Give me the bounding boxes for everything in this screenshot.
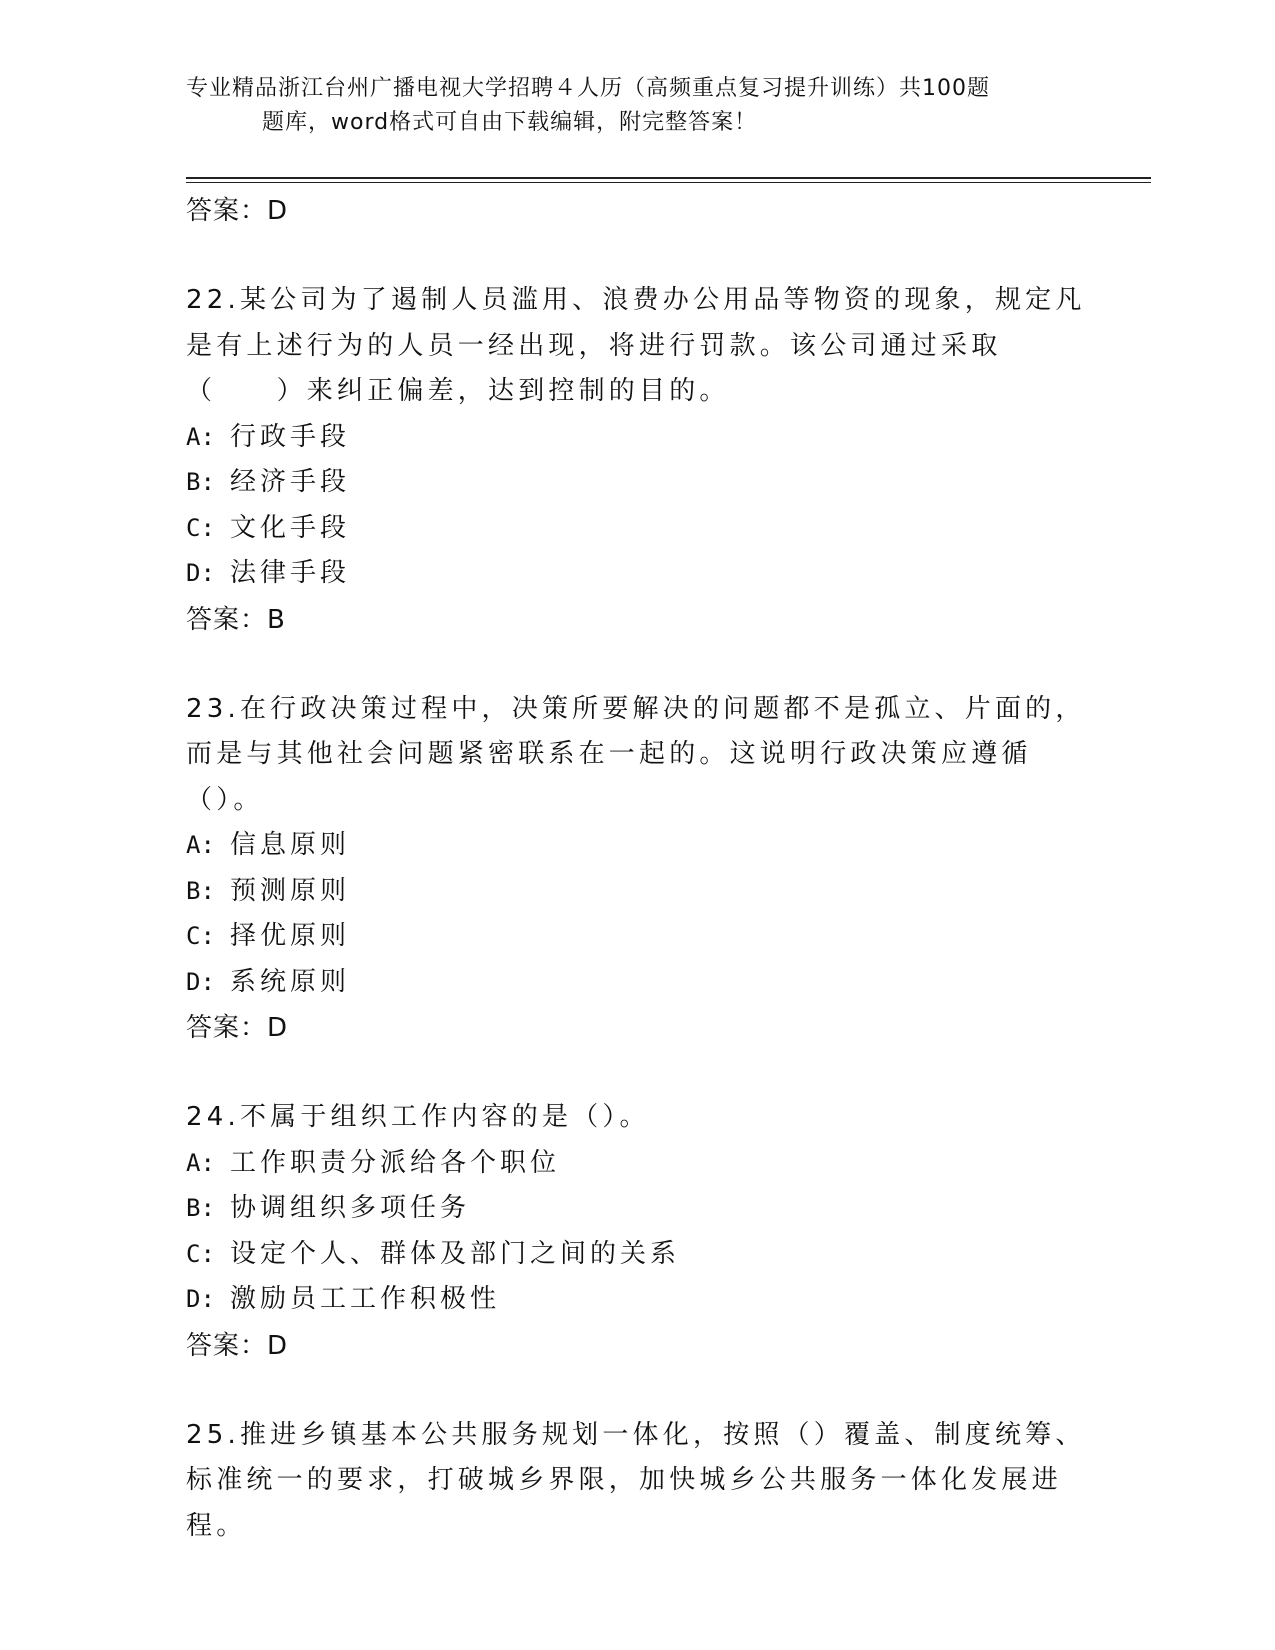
option-text: 设定个人、群体及部门之间的关系 — [230, 1238, 681, 1269]
question-text: 24.不属于组织工作内容的是（）。 — [186, 1102, 650, 1132]
option-text: 信息原则 — [230, 830, 351, 860]
option-label: C: — [186, 513, 215, 542]
option-label: A: — [186, 422, 215, 451]
option-d — [186, 551, 1086, 597]
option-text: 激励员工工作积极性 — [230, 1284, 501, 1314]
header-divider-thick — [186, 177, 1151, 179]
answer-line: 答案：B — [186, 604, 286, 635]
option-label: A: — [186, 831, 215, 859]
question-block — [186, 1095, 1086, 1369]
option-a — [186, 415, 1086, 461]
option-text: 行政手段 — [230, 421, 351, 452]
option-b — [186, 869, 1086, 915]
option-c — [186, 914, 1086, 960]
spacer — [186, 1369, 1086, 1413]
option-a — [186, 1141, 1086, 1187]
option-label: C: — [186, 922, 215, 950]
answer-line: 答案：D — [186, 1330, 289, 1361]
option-text: 经济手段 — [230, 467, 351, 497]
answer-line: 答案：D — [186, 1013, 289, 1043]
question-text: 22.某公司为了遏制人员滥用、浪费办公用品等物资的现象，规定凡是有上述行为的人员一经出现，将进行罚款。该公司通过采取（ ）来纠正偏差，达到控制的目的。 — [186, 285, 1086, 406]
option-text: 工作职责分派给各个职位 — [230, 1147, 561, 1178]
option-a — [186, 823, 1086, 869]
option-text: 系统原则 — [230, 966, 351, 997]
option-b — [186, 1186, 1086, 1232]
spacer — [186, 643, 1086, 687]
question-text: 25.推进乡镇基本公共服务规划一体化，按照（）覆盖、制度统筹、标准统一的要求，打破城乡界限，加快城乡公共服务一体化发展进程。 — [186, 1419, 1086, 1541]
option-label: A: — [186, 1148, 215, 1177]
question-block — [186, 1413, 1086, 1550]
header-divider-thin — [186, 182, 1151, 183]
spacer — [186, 234, 1086, 278]
option-d — [186, 960, 1086, 1006]
option-label: D: — [186, 1285, 215, 1313]
page-header — [186, 72, 1086, 140]
spacer — [186, 1051, 1086, 1095]
option-text: 预测原则 — [230, 875, 351, 906]
question-block — [186, 687, 1086, 1052]
question-text: 23.在行政决策过程中，决策所要解决的问题都不是孤立、片面的，而是与其他社会问题紧密联系在一起的。这说明行政决策应遵循（）。 — [186, 693, 1086, 815]
option-c — [186, 1232, 1086, 1278]
question-list — [186, 188, 1086, 1549]
header-title-line-2: 题库，word格式可自由下载编辑，附完整答案！ — [262, 110, 758, 135]
option-label: B: — [186, 468, 215, 496]
option-text: 法律手段 — [230, 558, 351, 588]
option-label: D: — [186, 559, 215, 587]
option-b — [186, 460, 1086, 506]
question-block — [186, 278, 1086, 643]
option-label: B: — [186, 1194, 215, 1222]
option-text: 协调组织多项任务 — [230, 1193, 471, 1223]
option-text: 择优原则 — [230, 921, 351, 951]
option-text: 文化手段 — [230, 512, 351, 543]
answer-line: 答案：D — [186, 196, 289, 226]
header-title-line-1: 专业精品浙江台州广播电视大学招聘４人历（高频重点复习提升训练）共100题 — [186, 76, 990, 101]
option-label: D: — [186, 967, 215, 996]
option-label: B: — [186, 876, 215, 905]
option-d — [186, 1277, 1086, 1323]
option-c — [186, 506, 1086, 552]
option-label: C: — [186, 1239, 215, 1268]
